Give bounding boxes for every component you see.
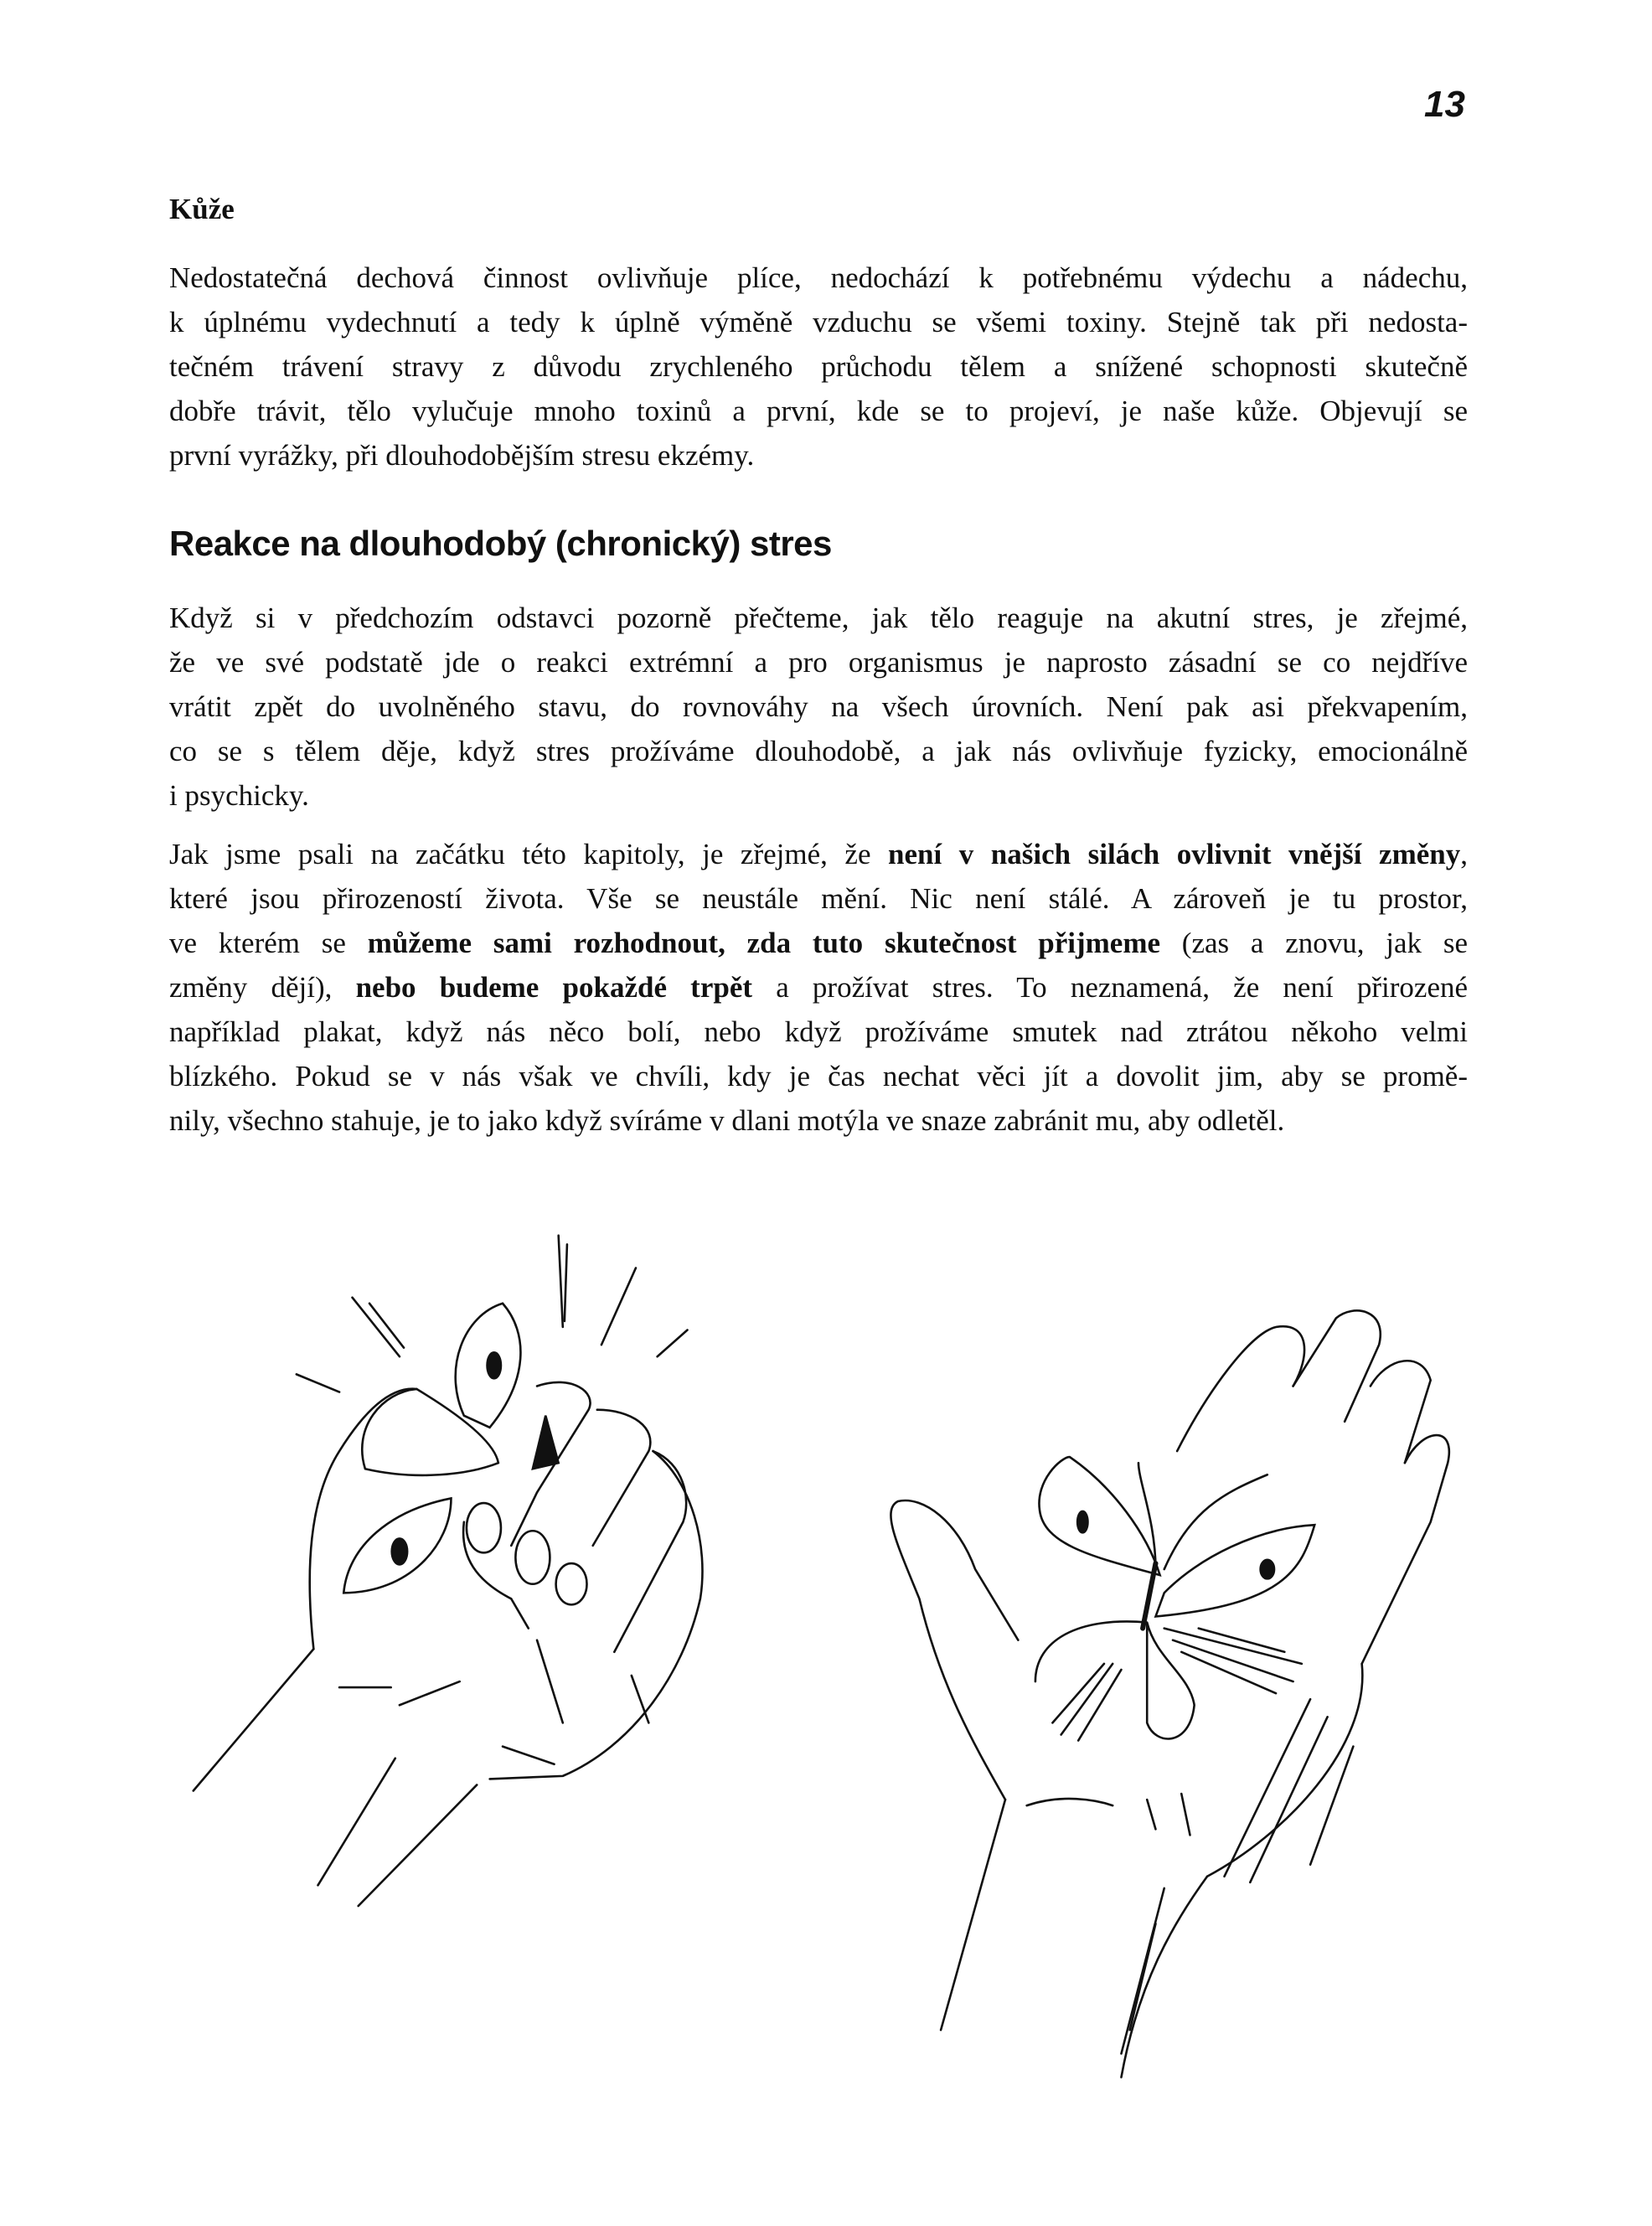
- chapter-heading: Reakce na dlouhodobý (chronický) stres: [169, 524, 832, 563]
- text-run: ,: [1460, 838, 1468, 870]
- text-run: a prožívat stres. To neznamená, že není přirozené: [752, 971, 1469, 1004]
- text-run: dobře trávit, tělo vylučuje mnoho toxinů a první, kde se to projeví, je naše kůže. Objevují se: [169, 395, 1468, 427]
- text-line: [169, 965, 1468, 1010]
- text-line: [169, 1098, 1468, 1143]
- text-run: první vyrážky, při dlouhodobějším stresu ekzémy.: [169, 439, 755, 472]
- text-run: Nedostatečná dechová činnost ovlivňuje plíce, nedochází k potřebnému výdechu a nádechu,: [169, 261, 1468, 294]
- text-line: [169, 300, 1468, 344]
- clenched-fist-drawing: [194, 1236, 703, 1906]
- text-run: vrátit zpět do uvolněného stavu, do rovnováhy na všech úrovních. Není pak asi překvapením,: [169, 690, 1468, 723]
- text-run: ve kterém se: [169, 927, 368, 959]
- section-title: Kůže: [169, 193, 235, 225]
- text-run: že ve své podstatě jde o reakci extrémní a pro organismus je naprosto zásadní se co nejdříve: [169, 646, 1468, 679]
- text-run: k úplnému vydechnutí a tedy k úplně výměně vzduchu se všemi toxiny. Stejně tak při nedosta-: [169, 306, 1468, 338]
- text-line: [169, 876, 1468, 921]
- text-run: Jak jsme psali na začátku této kapitoly, je zřejmé, že: [169, 838, 889, 870]
- text-line: [169, 256, 1468, 300]
- text-line: [169, 1010, 1468, 1054]
- text-line: [169, 596, 1468, 640]
- illustration-hands-butterfly: [168, 1215, 1508, 2136]
- open-hand-butterfly-drawing: [891, 1310, 1448, 2077]
- text-line: [169, 344, 1468, 389]
- text-run: změny dějí),: [169, 971, 356, 1004]
- text-line: [169, 684, 1468, 729]
- text-line: [169, 729, 1468, 773]
- paragraph-skin: [169, 256, 1468, 478]
- text-run: i psychicky.: [169, 779, 309, 812]
- text-run: co se s tělem děje, když stres prožíváme dlouhodobě, a jak nás ovlivňuje fyzicky, emocionálně: [169, 735, 1468, 767]
- text-line: [169, 389, 1468, 433]
- text-line: [169, 640, 1468, 684]
- text-run: Když si v předchozím odstavci pozorně přečteme, jak tělo reaguje na akutní stres, je zřejmé,: [169, 602, 1468, 634]
- text-line: [169, 773, 1468, 818]
- text-line: [169, 921, 1468, 965]
- paragraph-external-changes: [169, 832, 1468, 1143]
- page-number: 13: [1424, 84, 1465, 125]
- text-line: [169, 433, 1468, 478]
- paragraph-chronic-stress-intro: [169, 596, 1468, 818]
- text-run: blízkého. Pokud se v nás však ve chvíli, kdy je čas nechat věci jít a dovolit jim, aby se promě-: [169, 1060, 1468, 1092]
- text-line: [169, 1054, 1468, 1098]
- text-run: které jsou přirozeností života. Vše se neustále mění. Nic není stálé. A zároveň je tu prostor,: [169, 882, 1468, 915]
- text-run: nily, všechno stahuje, je to jako když svíráme v dlani motýla ve snaze zabránit mu, aby odletěl.: [169, 1104, 1285, 1137]
- text-run: například plakat, když nás něco bolí, nebo když prožíváme smutek nad ztrátou někoho velmi: [169, 1015, 1468, 1048]
- bold-text: není v našich silách ovlivnit vnější změny: [888, 838, 1461, 870]
- text-run: (zas a znovu, jak se: [1160, 927, 1468, 959]
- bold-text: nebo budeme pokaždé trpět: [355, 971, 753, 1004]
- text-line: [169, 832, 1468, 876]
- text-run: tečném trávení stravy z důvodu zrychleného průchodu tělem a snížené schopnosti skutečně: [169, 350, 1468, 383]
- bold-text: můžeme sami rozhodnout, zda tuto skutečnost přijmeme: [367, 927, 1161, 959]
